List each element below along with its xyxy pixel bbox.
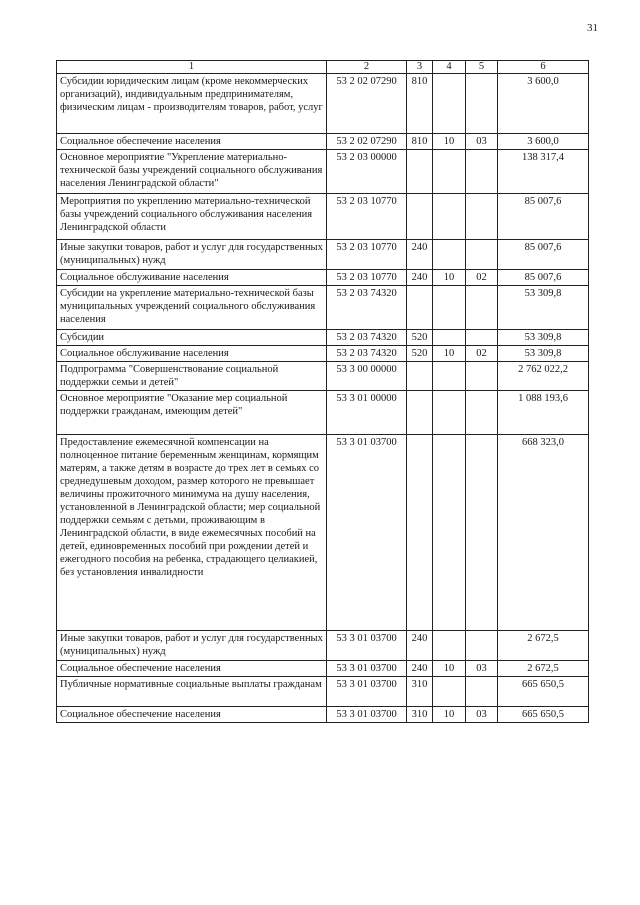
row-section: [433, 391, 466, 435]
row-code: 53 2 03 00000: [327, 150, 407, 194]
table-row: [57, 74, 589, 134]
row-section: [433, 74, 466, 134]
row-name: Социальное обеспечение населения: [57, 134, 327, 150]
row-amount: 665 650,5: [498, 677, 589, 707]
table-row: [57, 270, 589, 286]
table-body: [57, 74, 589, 723]
row-subsection: [466, 330, 498, 346]
row-amount: 665 650,5: [498, 707, 589, 723]
row-section: [433, 286, 466, 330]
table-row: [57, 286, 589, 330]
table-row: [57, 661, 589, 677]
row-name: Иные закупки товаров, работ и услуг для государственных (муниципальных) нужд: [57, 240, 327, 270]
row-subsection: [466, 631, 498, 661]
table-row: [57, 134, 589, 150]
row-code: 53 3 01 03700: [327, 677, 407, 707]
row-name: Мероприятия по укреплению материально-технической базы учреждений социального обслуживания населения Ленинградской области: [57, 194, 327, 240]
row-section: [433, 362, 466, 391]
row-code: 53 2 03 74320: [327, 346, 407, 362]
row-section: 10: [433, 270, 466, 286]
table-row: [57, 240, 589, 270]
row-amount: 2 672,5: [498, 661, 589, 677]
row-name: Основное мероприятие "Укрепление материально-технической базы учреждений социального обслуживания населения Ленинградской области": [57, 150, 327, 194]
row-code: 53 2 03 74320: [327, 286, 407, 330]
row-subsection: [466, 74, 498, 134]
row-subsection: [466, 286, 498, 330]
row-name: Предоставление ежемесячной компенсации на полноценное питание беременным женщинам, кормящим матерям, а также детям в возрасте до трех лет в семьях со среднедушевым доходом, размер которого не превышает величины прожиточного минимума на душу населения, установленной в Ленинградской области; мер социальной поддержки семьям с детьми, проживающим в Ленинградской области, в виде ежемесячных пособий на детей, единовременных пособий при рождении детей и ежегодного пособия на ребенка, страдающего целиакией, без установления инвалидности: [57, 435, 327, 631]
row-name: Субсидии на укрепление материально-технической базы муниципальных учреждений социального обслуживания населения: [57, 286, 327, 330]
row-amount: 668 323,0: [498, 435, 589, 631]
table-row: [57, 346, 589, 362]
row-subsection: 03: [466, 134, 498, 150]
row-section: 10: [433, 707, 466, 723]
column-header: 2: [327, 61, 407, 74]
row-section: [433, 435, 466, 631]
row-code: 53 3 01 03700: [327, 435, 407, 631]
row-section: [433, 631, 466, 661]
row-amount: 53 309,8: [498, 330, 589, 346]
row-code: 53 2 03 10770: [327, 270, 407, 286]
row-code: 53 2 03 10770: [327, 194, 407, 240]
row-name: Субсидии юридическим лицам (кроме некоммерческих организаций), индивидуальным предпринимателям, физическим лицам - производителям товаров, работ, услуг: [57, 74, 327, 134]
row-name: Иные закупки товаров, работ и услуг для государственных (муниципальных) нужд: [57, 631, 327, 661]
row-expense-type: 240: [407, 270, 433, 286]
table-row: [57, 435, 589, 631]
row-name: Социальное обеспечение населения: [57, 661, 327, 677]
row-amount: 2 762 022,2: [498, 362, 589, 391]
row-expense-type: 520: [407, 330, 433, 346]
row-section: [433, 677, 466, 707]
row-amount: 85 007,6: [498, 240, 589, 270]
table-header-row: [57, 61, 589, 74]
row-expense-type: [407, 286, 433, 330]
row-amount: 3 600,0: [498, 74, 589, 134]
row-subsection: [466, 362, 498, 391]
row-amount: 85 007,6: [498, 270, 589, 286]
row-code: 53 3 01 03700: [327, 631, 407, 661]
row-expense-type: 520: [407, 346, 433, 362]
row-expense-type: 240: [407, 631, 433, 661]
row-expense-type: [407, 150, 433, 194]
column-header: 6: [498, 61, 589, 74]
row-section: [433, 150, 466, 194]
row-subsection: 03: [466, 707, 498, 723]
row-amount: 2 672,5: [498, 631, 589, 661]
row-amount: 85 007,6: [498, 194, 589, 240]
column-header: 1: [57, 61, 327, 74]
row-subsection: [466, 150, 498, 194]
row-name: Социальное обслуживание населения: [57, 346, 327, 362]
table-row: [57, 707, 589, 723]
page-number: 31: [587, 22, 598, 34]
table-row: [57, 677, 589, 707]
row-code: 53 2 02 07290: [327, 74, 407, 134]
row-section: [433, 194, 466, 240]
row-expense-type: [407, 362, 433, 391]
row-name: Социальное обеспечение населения: [57, 707, 327, 723]
column-header: 5: [466, 61, 498, 74]
row-section: [433, 330, 466, 346]
row-subsection: [466, 240, 498, 270]
row-code: 53 3 01 03700: [327, 707, 407, 723]
row-name: Основное мероприятие "Оказание мер социальной поддержки гражданам, имеющим детей": [57, 391, 327, 435]
row-name: Субсидии: [57, 330, 327, 346]
table-row: [57, 391, 589, 435]
table-row: [57, 362, 589, 391]
row-amount: 3 600,0: [498, 134, 589, 150]
row-expense-type: [407, 391, 433, 435]
row-name: Подпрограмма "Совершенствование социальной поддержки семьи и детей": [57, 362, 327, 391]
row-name: Публичные нормативные социальные выплаты гражданам: [57, 677, 327, 707]
row-section: 10: [433, 661, 466, 677]
row-code: 53 2 02 07290: [327, 134, 407, 150]
row-expense-type: [407, 194, 433, 240]
row-expense-type: 810: [407, 74, 433, 134]
row-subsection: 02: [466, 346, 498, 362]
table-row: [57, 631, 589, 661]
row-section: 10: [433, 134, 466, 150]
row-expense-type: 240: [407, 661, 433, 677]
row-subsection: [466, 435, 498, 631]
row-amount: 1 088 193,6: [498, 391, 589, 435]
row-expense-type: 240: [407, 240, 433, 270]
column-header: 4: [433, 61, 466, 74]
table-row: [57, 330, 589, 346]
row-code: 53 3 01 00000: [327, 391, 407, 435]
row-subsection: 03: [466, 661, 498, 677]
row-subsection: 02: [466, 270, 498, 286]
row-section: 10: [433, 346, 466, 362]
row-subsection: [466, 194, 498, 240]
row-subsection: [466, 677, 498, 707]
row-amount: 53 309,8: [498, 346, 589, 362]
row-amount: 53 309,8: [498, 286, 589, 330]
row-code: 53 3 00 00000: [327, 362, 407, 391]
row-code: 53 2 03 74320: [327, 330, 407, 346]
column-header: 3: [407, 61, 433, 74]
row-expense-type: 810: [407, 134, 433, 150]
budget-table: [56, 60, 589, 723]
row-amount: 138 317,4: [498, 150, 589, 194]
row-name: Социальное обслуживание населения: [57, 270, 327, 286]
row-subsection: [466, 391, 498, 435]
row-expense-type: 310: [407, 707, 433, 723]
row-expense-type: 310: [407, 677, 433, 707]
row-code: 53 3 01 03700: [327, 661, 407, 677]
table-row: [57, 150, 589, 194]
row-code: 53 2 03 10770: [327, 240, 407, 270]
table-row: [57, 194, 589, 240]
row-expense-type: [407, 435, 433, 631]
row-section: [433, 240, 466, 270]
